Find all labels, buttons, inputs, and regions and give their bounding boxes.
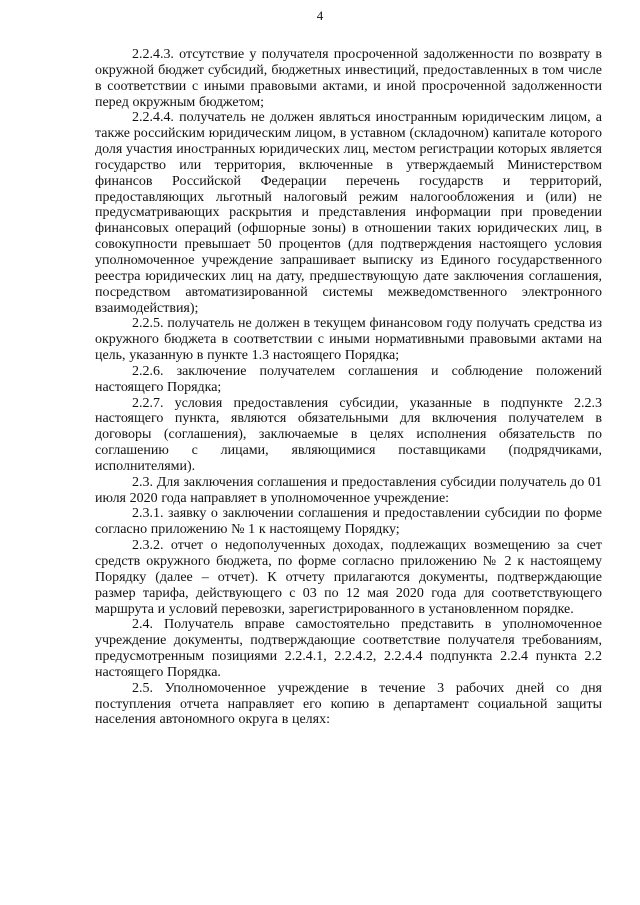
page-number: 4 [316,8,324,23]
paragraph-2-5: 2.5. Уполномоченное учреждение в течение 3 рабочих дней со дня поступления отчета направляет его копию в департамент социальной защиты населения автономного округа в целях: [95,680,602,728]
paragraph-2-2-4-3: 2.2.4.3. отсутствие у получателя просроченной задолженности по возврату в окружной бюджет субсидий, бюджетных инвестиций, предоставленных в том числе в соответствии с иными правовыми актами, и иной просроченной задолженности перед окружным бюджетом; [95,47,602,110]
paragraph-2-4: 2.4. Получатель вправе самостоятельно представить в уполномоченное учреждение документы, подтверждающие соответствие получателя требованиям, предусмотренным позициями 2.2.4.1, 2.2.4.2, 2.2.4.4 подпункта 2.2.4 пункта 2.2 настоящего Порядка. [95,617,602,680]
paragraph-2-3-1: 2.3.1. заявку о заключении соглашения и предоставлении субсидии по форме согласно приложению № 1 к настоящему Порядку; [95,506,602,538]
paragraph-2-2-5: 2.2.5. получатель не должен в текущем финансовом году получать средства из окружного бюджета в соответствии с иными нормативными правовыми актами на цель, указанную в пункте 1.3 настоящего Порядка; [95,316,602,364]
paragraph-2-2-4-4: 2.2.4.4. получатель не должен являться иностранным юридическим лицом, а также российским юридическим лицом, в уставном (складочном) капитале которого доля участия иностранных юридических лиц, местом регистрации которых является государство или территория, включенные в утверждаемый Министерством финансов Российской Федерации перечень государств и территорий, предоставляющих льготный налоговый режим налогообложения и (или) не предусматривающих раскрытия и представления информации при проведении финансовых операций (офшорные зоны) в отношении таких юридических лиц, в совокупности превышает 50 процентов (для подтверждения настоящего условия уполномоченное учреждение запрашивает выписку из Единого государственного реестра юридических лиц на дату, предшествующую дате заключения соглашения, посредством автоматизированной системы межведомственного электронного взаимодействия); [95,110,602,316]
paragraph-2-3: 2.3. Для заключения соглашения и предоставления субсидии получатель до 01 июля 2020 года направляет в уполномоченное учреждение: [95,474,602,506]
paragraph-2-2-6: 2.2.6. заключение получателем соглашения и соблюдение положений настоящего Порядка; [95,363,602,395]
document-body [95,47,602,728]
paragraph-2-3-2: 2.3.2. отчет о недополученных доходах, подлежащих возмещению за счет средств окружного бюджета, по форме согласно приложению № 2 к настоящему Порядку (далее – отчет). К отчету прилагаются документы, подтверждающие размер тарифа, действующего с 03 по 12 мая 2020 года для соответствующего маршрута и условий перевозки, зарегистрированного в установленном порядке. [95,538,602,617]
paragraph-2-2-7: 2.2.7. условия предоставления субсидии, указанные в подпункте 2.2.3 настоящего пункта, являются обязательными для включения получателем в договоры (соглашения), заключаемые в целях исполнения обязательств по соглашению с лицами, являющимися поставщиками (подрядчиками, исполнителями). [95,395,602,474]
